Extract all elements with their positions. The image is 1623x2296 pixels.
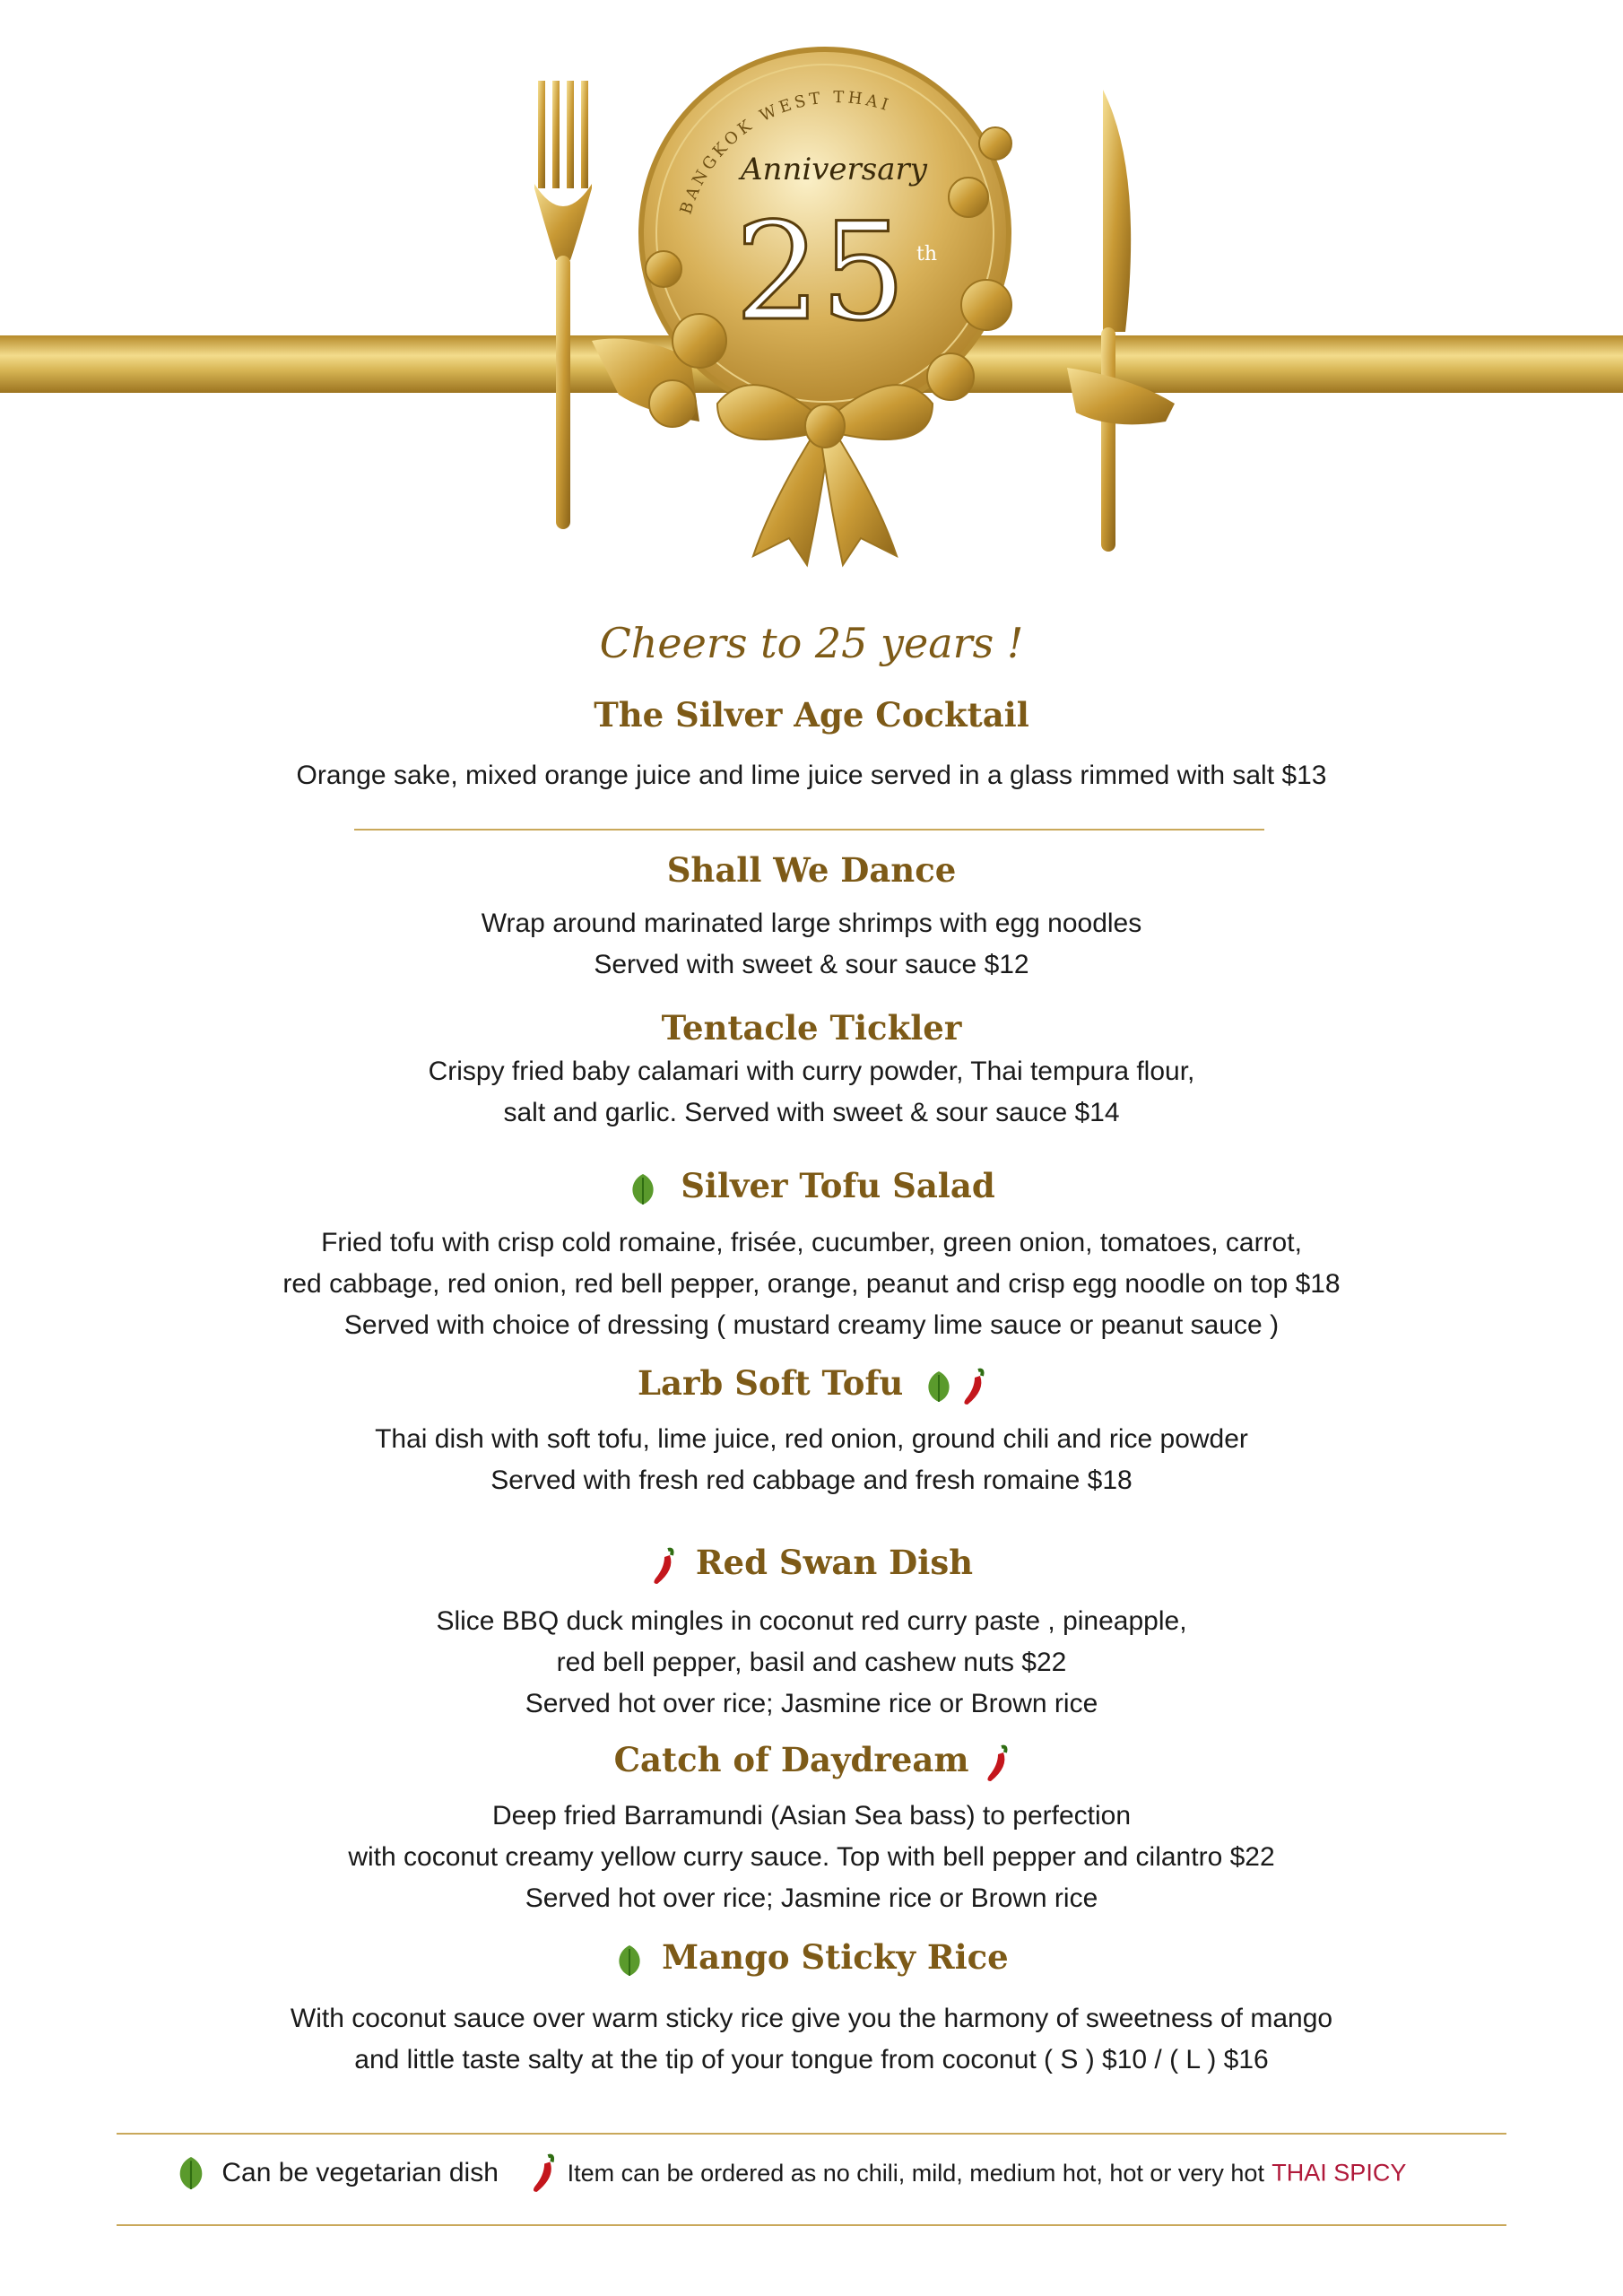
item-desc: Thai dish with soft tofu, lime juice, red onion, ground chili and rice powder Served with fresh red cabbage and fresh romaine $18 — [375, 1424, 1248, 1495]
bow-icon — [717, 385, 933, 565]
legend-veg-label: Can be vegetarian dish — [221, 2158, 499, 2187]
item-desc: Deep fried Barramundi (Asian Sea bass) to perfection with coconut creamy yellow curry sauce. Top with bell pepper and cilantro $22 Served hot over rice; Jasmine rice or Brown rice — [348, 1801, 1275, 1913]
leaf-icon — [628, 1172, 658, 1206]
item-desc: With coconut sauce over warm sticky rice give you the harmony of sweetness of mango and little taste salty at the tip of your tongue from coconut ( S ) $10 / ( L ) $16 — [290, 2004, 1333, 2074]
chili-icon — [984, 1744, 1009, 1783]
anniversary-emblem — [484, 36, 1184, 574]
item-desc: Slice BBQ duck mingles in coconut red curry paste , pineapple, red bell pepper, basil and cashew nuts $22 Served hot over rice; Jasmine rice or Brown rice — [436, 1606, 1187, 1718]
chili-icon — [960, 1367, 985, 1406]
emblem-arc-text: BANGKOK WEST THAI — [676, 88, 894, 217]
emblem-script-word: Anniversary — [741, 152, 927, 187]
legend — [175, 2152, 1520, 2206]
item-title-row: Red Swan Dish — [0, 1543, 1623, 1586]
item-desc: Orange sake, mixed orange juice and lime juice served in a glass rimmed with salt $13 — [296, 761, 1327, 790]
knife-icon — [1101, 90, 1131, 552]
item-desc: Wrap around marinated large shrimps with egg noodles Served with sweet & sour sauce $12 — [481, 909, 1142, 979]
item-title-row: Mango Sticky Rice — [0, 1937, 1623, 1978]
divider — [117, 2224, 1506, 2226]
item-desc: Crispy fried baby calamari with curry powder, Thai tempura flour, salt and garlic. Served with sweet & sour sauce $14 — [428, 1057, 1195, 1127]
legend-spicy-label: Item can be ordered as no chili, mild, medium hot, hot or very hot — [567, 2159, 1264, 2187]
fork-icon — [534, 81, 592, 529]
leaf-icon — [614, 1944, 645, 1978]
emblem-number: 25 — [734, 195, 907, 351]
leaf-icon — [924, 1370, 954, 1404]
divider — [117, 2133, 1506, 2135]
item-title-row: Silver Tofu Salad — [0, 1166, 1623, 1206]
chili-icon — [650, 1546, 675, 1586]
divider — [354, 829, 1264, 831]
item-title: Tentacle Tickler — [661, 1008, 962, 1048]
legend-spicy-highlight: THAI SPICY — [1271, 2159, 1407, 2187]
item-title-row: Larb Soft Tofu — [0, 1363, 1623, 1406]
tagline: Cheers to 25 years ! — [599, 619, 1024, 667]
leaf-icon — [175, 2154, 207, 2192]
item-title: The Silver Age Cocktail — [594, 695, 1029, 735]
item-title: Shall We Dance — [666, 850, 957, 890]
item-desc: Fried tofu with crisp cold romaine, frisée, cucumber, green onion, tomatoes, carrot, red cabbage, red onion, red bell pepper, orange, peanut and crisp egg noodle on top $18 Served with choice of dressing ( mustard creamy lime sauce or peanut sauce ) — [282, 1228, 1341, 1340]
chili-icon — [529, 2152, 556, 2194]
item-title-row: Catch of Daydream — [0, 1740, 1623, 1783]
emblem-suffix: th — [916, 243, 938, 265]
